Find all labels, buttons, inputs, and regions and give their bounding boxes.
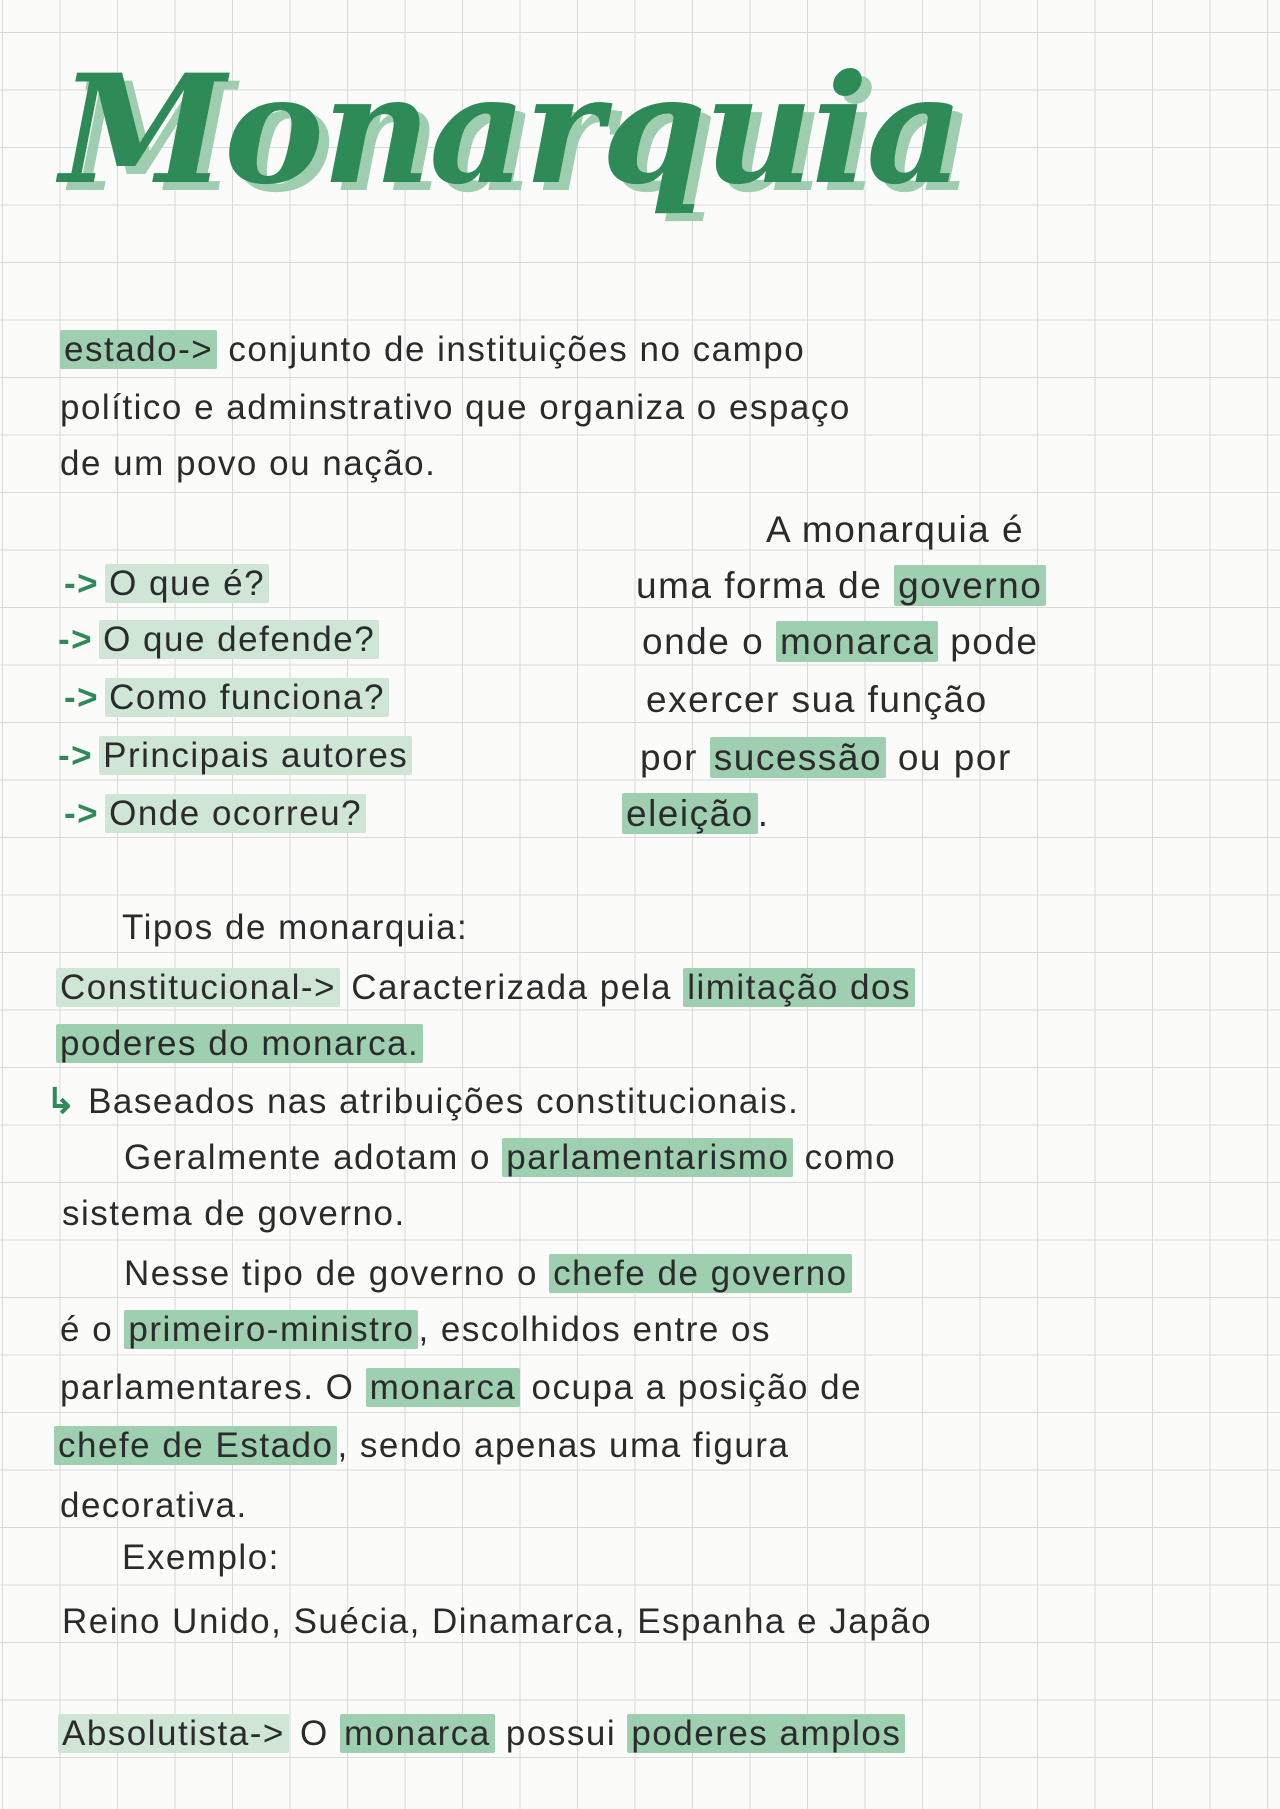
question-item xyxy=(58,618,379,662)
arrow-icon: -> xyxy=(64,794,100,833)
definition-highlight: eleição xyxy=(622,793,758,834)
constitucional-text: Caracterizada pela xyxy=(351,968,672,1007)
exemplo-label: Exemplo: xyxy=(122,1538,280,1577)
constitucional-line-9 xyxy=(54,1424,789,1468)
question-item xyxy=(64,676,389,720)
constitucional-highlight: poderes do monarca. xyxy=(56,1024,423,1063)
absolutista-term: Absolutista-> xyxy=(58,1714,289,1753)
constitucional-text: , sendo apenas uma figura xyxy=(337,1426,790,1465)
estado-line-1 xyxy=(60,328,805,372)
constitucional-line-6 xyxy=(124,1252,852,1296)
page-title: Monarquia xyxy=(60,42,962,218)
constitucional-line-8 xyxy=(60,1366,862,1410)
definition-highlight: monarca xyxy=(776,621,938,662)
definition-highlight: governo xyxy=(894,565,1046,606)
definition-line-5 xyxy=(640,736,1012,780)
constitucional-text: é o xyxy=(60,1310,114,1349)
arrow-icon: -> xyxy=(58,620,94,659)
constitucional-highlight: limitação dos xyxy=(683,968,915,1007)
estado-line-3: de um povo ou nação. xyxy=(60,444,437,483)
constitucional-line-7 xyxy=(60,1308,771,1352)
constitucional-line-3 xyxy=(46,1080,799,1124)
absolutista-highlight: monarca xyxy=(340,1714,495,1753)
constitucional-term: Constitucional-> xyxy=(56,968,340,1007)
constitucional-highlight: chefe de Estado xyxy=(54,1426,337,1465)
definition-line-2 xyxy=(636,564,1046,608)
arrow-icon: -> xyxy=(58,736,94,775)
definition-text: por xyxy=(640,737,698,778)
estado-term: estado-> xyxy=(60,330,217,369)
definition-highlight: sucessão xyxy=(710,737,886,778)
question-text: O que é? xyxy=(105,564,269,603)
definition-text: onde o xyxy=(642,621,765,662)
constitucional-highlight: primeiro-ministro xyxy=(124,1310,418,1349)
constitucional-highlight: monarca xyxy=(366,1368,521,1407)
tipos-heading: Tipos de monarquia: xyxy=(122,908,469,947)
absolutista-highlight: poderes amplos xyxy=(627,1714,905,1753)
constitucional-highlight: parlamentarismo xyxy=(502,1138,793,1177)
constitucional-text: como xyxy=(804,1138,897,1177)
constitucional-text: Nesse tipo de governo o xyxy=(124,1254,538,1293)
definition-line-4: exercer sua função xyxy=(646,679,988,720)
question-text: Principais autores xyxy=(99,736,412,775)
constitucional-line-10: decorativa. xyxy=(60,1486,248,1525)
constitucional-highlight: chefe de governo xyxy=(549,1254,851,1293)
constitucional-line-2 xyxy=(56,1022,423,1066)
arrow-icon: -> xyxy=(64,564,100,603)
constitucional-text: , escolhidos entre os xyxy=(418,1310,771,1349)
definition-line-1: A monarquia é xyxy=(766,509,1025,550)
question-text: Como funciona? xyxy=(105,678,389,717)
absolutista-text: O xyxy=(300,1714,329,1753)
absolutista-line xyxy=(58,1712,905,1756)
definition-text: ou por xyxy=(897,737,1012,778)
estado-text-1: conjunto de instituições no campo xyxy=(228,330,806,369)
question-text: Onde ocorreu? xyxy=(105,794,366,833)
arrow-icon: -> xyxy=(64,678,100,717)
absolutista-text: possui xyxy=(505,1714,617,1753)
exemplo-text: Reino Unido, Suécia, Dinamarca, Espanha e Japão xyxy=(62,1602,933,1641)
curved-arrow-icon: ↳ xyxy=(46,1082,77,1121)
constitucional-line-4 xyxy=(124,1136,896,1180)
constitucional-text: Baseados nas atribuições constitucionais. xyxy=(88,1082,800,1121)
constitucional-text: Geralmente adotam o xyxy=(124,1138,492,1177)
estado-line-2: político e adminstrativo que organiza o espaço xyxy=(60,388,851,427)
constitucional-text: ocupa a posição de xyxy=(531,1368,863,1407)
question-item xyxy=(64,562,269,606)
constitucional-line-5: sistema de governo. xyxy=(62,1194,406,1233)
constitucional-text: parlamentares. O xyxy=(60,1368,355,1407)
definition-line-6 xyxy=(622,792,770,836)
question-item xyxy=(64,792,366,836)
definition-text: . xyxy=(757,793,770,834)
definition-text: uma forma de xyxy=(636,565,883,606)
definition-text: pode xyxy=(950,621,1039,662)
constitucional-line-1 xyxy=(56,966,915,1010)
question-item xyxy=(58,734,412,778)
question-text: O que defende? xyxy=(99,620,379,659)
definition-line-3 xyxy=(642,620,1039,664)
